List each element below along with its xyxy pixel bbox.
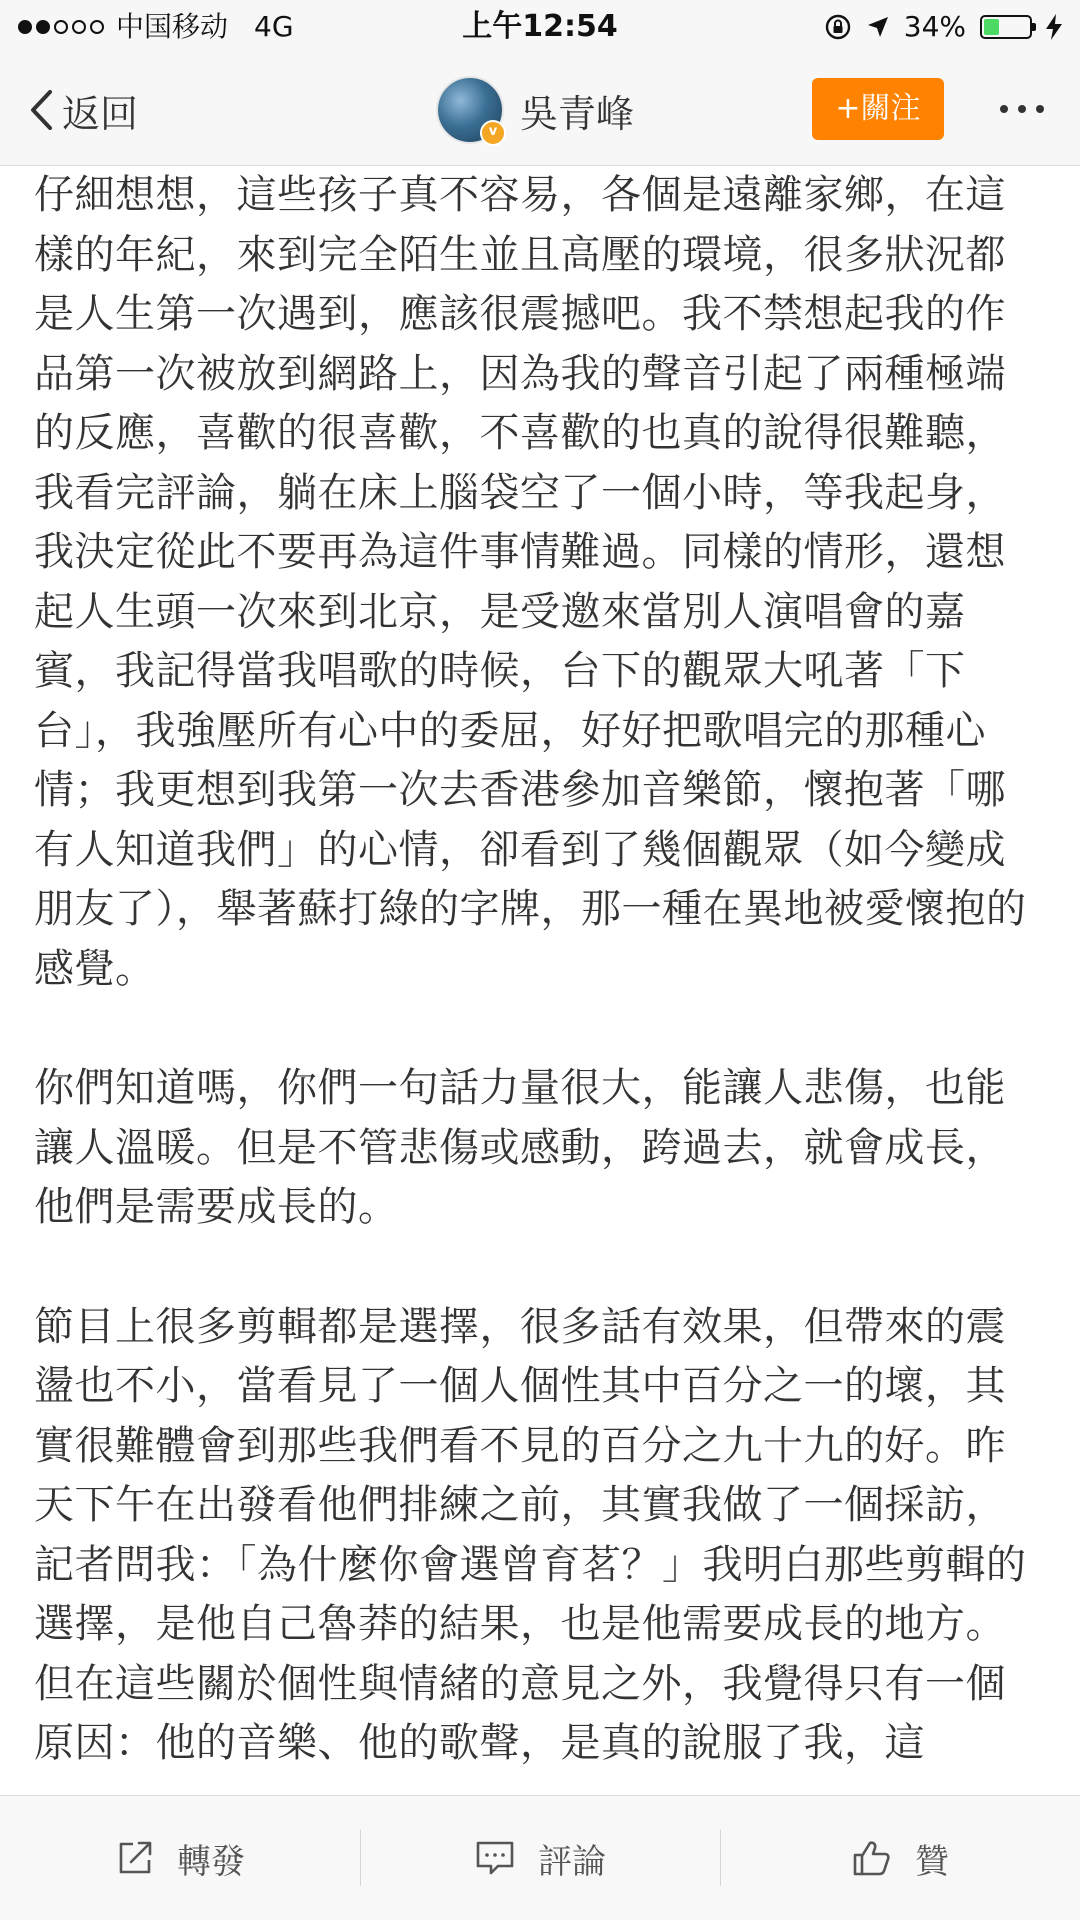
battery-level-fill [984,19,999,35]
profile-header[interactable] [436,54,634,166]
more-dots-icon[interactable] [986,78,1058,140]
status-bar-right [824,0,1062,54]
avatar[interactable] [436,76,504,144]
back-label: 返回 [62,91,139,136]
comment-button[interactable] [360,1796,720,1920]
status-time: 上午12:54 [462,9,618,44]
repost-button[interactable] [0,1796,360,1920]
battery-tip [1032,23,1036,31]
more-dot [1018,105,1026,113]
chevron-left-icon [28,88,54,132]
username[interactable]: 吳青峰 [520,91,635,136]
nav-bar [0,54,1080,166]
post-paragraph: 節目上很多剪輯都是選擇，很多話有效果，但帶來的震盪也不小，當看見了一個人個性其中百分之一的壞，其實很難體會到那些我們看不見的百分之九十九的好。昨天下午在出發看他們排練之前，其實我做了一個採訪，記者問我：「為什麼你會選曾育茗？」我明白那些剪輯的選擇，是他自己魯莽的結果，也是他需要成長的地方。但在這些關於個性與情緒的意見之外，我覺得只有一個原因：他的音樂、他的歌聲，是真的說服了我，這 [34,1303,1027,1766]
like-button[interactable] [720,1796,1080,1920]
repost-label: 轉發 [177,1841,245,1882]
rotation-lock-icon [824,13,852,41]
post-paragraph: 你們知道嗎，你們一句話力量很大，能讓人悲傷，也能讓人溫暖。但是不管悲傷或感動，跨過去，就會成長，他們是需要成長的。 [34,1065,1006,1230]
charging-bolt-icon [1046,14,1062,40]
battery-percent: 34% [903,10,966,43]
comment-icon [474,1838,516,1878]
more-dot [1036,105,1044,113]
back-button[interactable] [28,54,138,166]
verified-badge-icon: v [480,120,506,146]
carrier-name: 中国移动 [116,10,229,43]
share-icon [115,1838,155,1878]
battery-icon [980,15,1032,39]
like-label: 贊 [915,1841,949,1882]
follow-button[interactable]: +關注 [812,78,944,140]
action-toolbar [0,1795,1080,1920]
location-arrow-icon [866,15,890,39]
more-dot [1000,105,1008,113]
network-type: 4G [254,10,294,43]
comment-label: 評論 [538,1841,606,1882]
post-content[interactable] [34,166,1046,1794]
status-bar [0,0,1080,54]
thumbs-up-icon [851,1837,893,1879]
post-paragraph: 仔細想想，這些孩子真不容易，各個是遠離家鄉，在這樣的年紀，來到完全陌生並且高壓的環境，很多狀況都是人生第一次遇到，應該很震撼吧。我不禁想起我的作品第一次被放到網路上，因為我的聲音引起了兩種極端的反應，喜歡的很喜歡，不喜歡的也真的說得很難聽，我看完評論，躺在床上腦袋空了一個小時，等我起身，我決定從此不要再為這件事情難過。同樣的情形，還想起人生頭一次來到北京，是受邀來當別人演唱會的嘉賓，我記得當我唱歌的時候，台下的觀眾大吼著「下台」，我強壓所有心中的委屈，好好把歌唱完的那種心情；我更想到我第一次去香港參加音樂節，懷抱著「哪有人知道我們」的心情，卻看到了幾個觀眾（如今變成朋友了），舉著蘇打綠的字牌，那一種在異地被愛懷抱的感覺。 [34,172,1027,992]
